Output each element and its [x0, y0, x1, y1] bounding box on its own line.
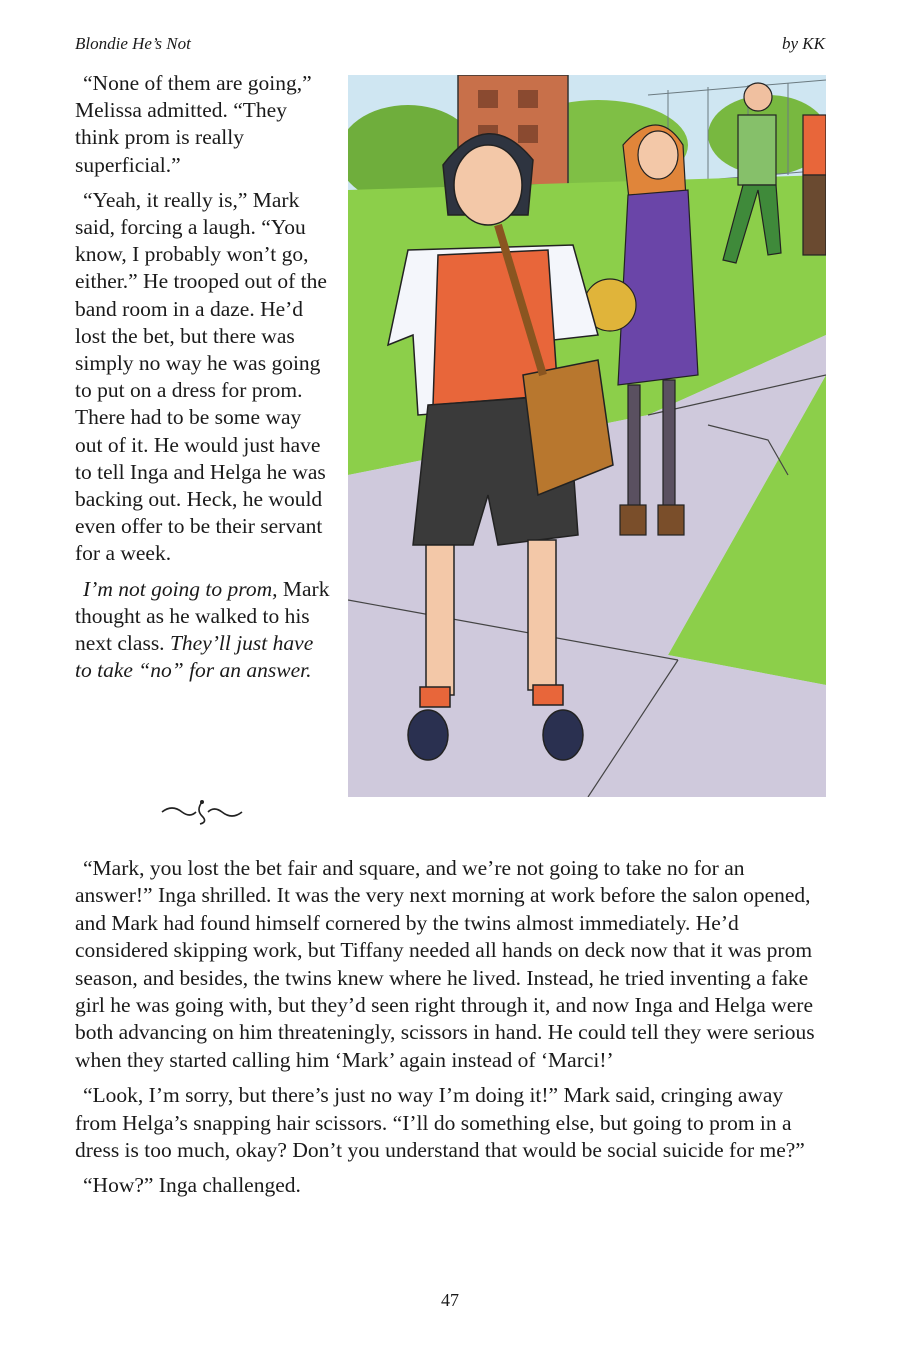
paragraph — [75, 576, 333, 685]
narration: Mark thought as he walked to his next class. — [75, 576, 330, 656]
section-break-ornament-icon — [160, 796, 244, 826]
paragraph: “How?” Inga challenged. — [83, 1173, 301, 1198]
author-name: by KK — [782, 34, 825, 53]
comic-illustration — [348, 75, 826, 797]
italic-thought: I’m not going to prom, — [83, 576, 278, 601]
page-number: 47 — [441, 1290, 459, 1310]
paragraph: “Mark, you lost the bet fair and square, and we’re not going to take no for an answer!” Inga shrilled. It was the very next morning at work before the salon opened, and Mark had found himself cornered by the twins almost immediately. He’d considered skipping work, but Tiffany needed all hands on deck now that it was prom season, and besides, the twins knew where he lived. Instead, he tried inventing a fake girl he was going with, but they’d seen right through it, and now Inga and Helga were both advancing on him threateningly, scissors in hand. He could tell they were serious when they started calling him ‘Mark’ again instead of ‘Marci!’ — [75, 856, 815, 1072]
book-title: Blondie He’s Not — [75, 34, 191, 53]
paragraph: “Look, I’m sorry, but there’s just no way I’m doing it!” Mark said, cringing away from Helga’s snapping hair scissors. “I’ll do something else, but going to prom in a dress is too much, okay? Don’t you understand that would be social suicide for me?” — [75, 1083, 805, 1163]
running-header — [75, 34, 825, 58]
main-text-block — [75, 855, 827, 1208]
paragraph: “None of them are going,” Melissa admitted. “They think prom is really superficial.” — [75, 71, 312, 177]
paragraph: “Yeah, it really is,” Mark said, forcing a laugh. “You know, I probably won’t go, either.” He trooped out of the band room in a daze. He’d lost the bet, but there was simply no way he was going to put on a dress for prom. There had to be some way out of it. He would just have to tell Inga and Helga he was backing out. Heck, he would even offer to be their servant for a week. — [75, 187, 327, 566]
left-text-column — [75, 70, 333, 692]
italic-thought: They’ll just have to take “no” for an answer. — [75, 631, 314, 683]
